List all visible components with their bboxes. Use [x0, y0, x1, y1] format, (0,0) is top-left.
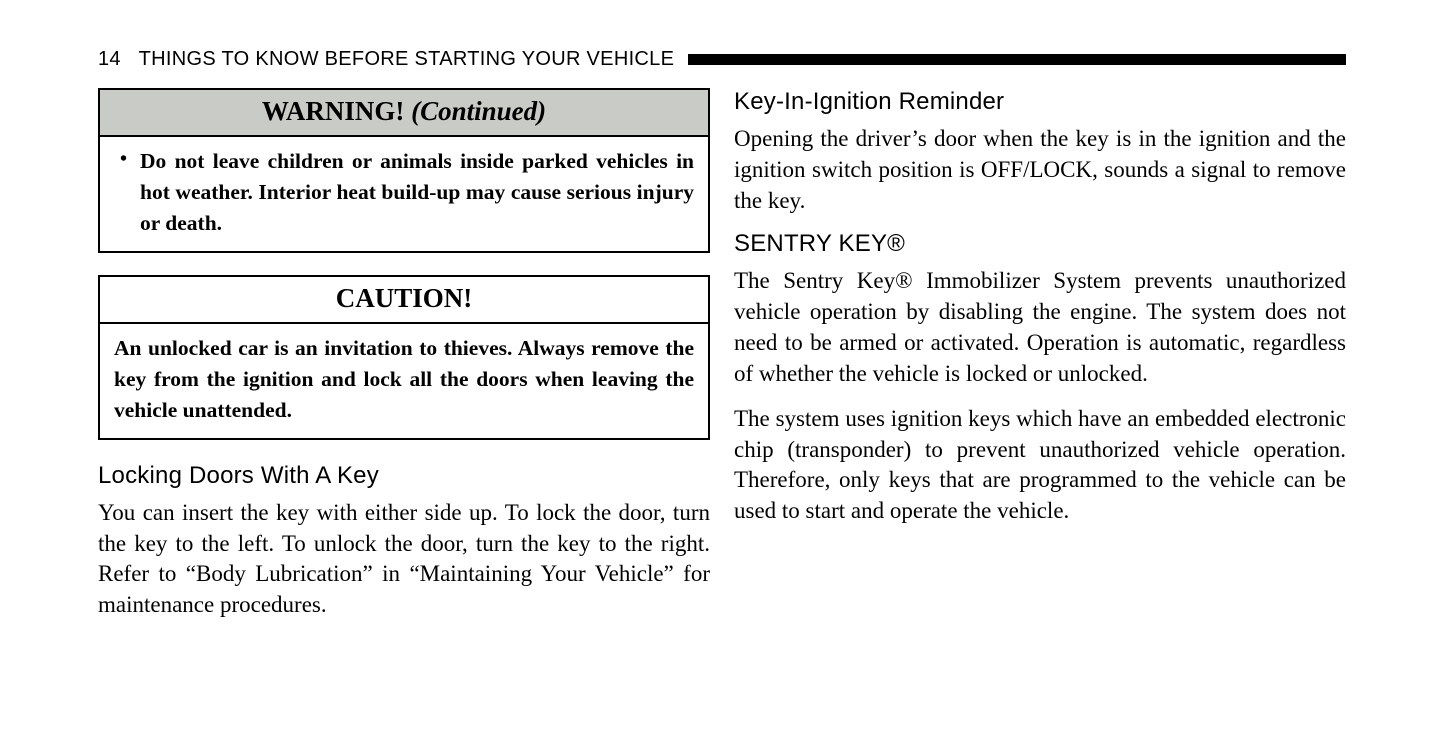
header-rule — [688, 54, 1346, 65]
heading-key-in-ignition-reminder: Key-In-Ignition Reminder — [734, 88, 1005, 115]
warning-continued-label: (Continued) — [411, 96, 547, 126]
warning-box — [98, 88, 710, 253]
page-number: 14 — [98, 48, 121, 70]
paragraph-sentry-key-2: The system uses ignition keys which have an embedded electronic chip (transponder) to prevent unauthorized vehicle operation. Therefore, only keys that are programmed to the vehicle can be used to start and operate the vehicle. — [734, 405, 1346, 524]
caution-box-body: An unlocked car is an invitation to thieves. Always remove the key from the ignition and lock all the doors when leaving the vehicle unattended. — [114, 335, 694, 422]
left-column — [98, 88, 710, 621]
caution-box-title: CAUTION! — [100, 277, 708, 324]
warning-label: WARNING! — [261, 96, 405, 126]
heading-locking-doors-with-a-key: Locking Doors With A Key — [98, 461, 379, 489]
page-header — [98, 48, 1346, 71]
paragraph-locking-doors: You can insert the key with either side up. To lock the door, turn the key to the left. To unlock the door, turn the key to the right. Refer to “Body Lubrication” in “Maintaining Your Vehicle” for maintenance procedures. — [98, 499, 710, 618]
warning-box-body — [100, 137, 708, 251]
warning-bullet-item: • Do not leave children or animals inside parked vehicles in hot weather. Interior heat build-up may cause serious injury or death. — [118, 146, 694, 239]
caution-box — [98, 275, 710, 440]
warning-box-title — [100, 90, 708, 137]
heading-sentry-key: SENTRY KEY® — [734, 230, 906, 258]
right-column — [734, 88, 1346, 527]
page-title: THINGS TO KNOW BEFORE STARTING YOUR VEHICLE — [138, 48, 675, 70]
paragraph-key-in-ignition-reminder: Opening the driver’s door when the key is in the ignition and the ignition switch position is OFF/LOCK, sounds a signal to remove the key. — [734, 126, 1346, 213]
paragraph-sentry-key-1: The Sentry Key® Immobilizer System prevents unauthorized vehicle operation by disabling the engine. The system does not need to be armed or activated. Operation is automatic, regardless of whether the vehicle is locked or unlocked. — [734, 268, 1346, 386]
